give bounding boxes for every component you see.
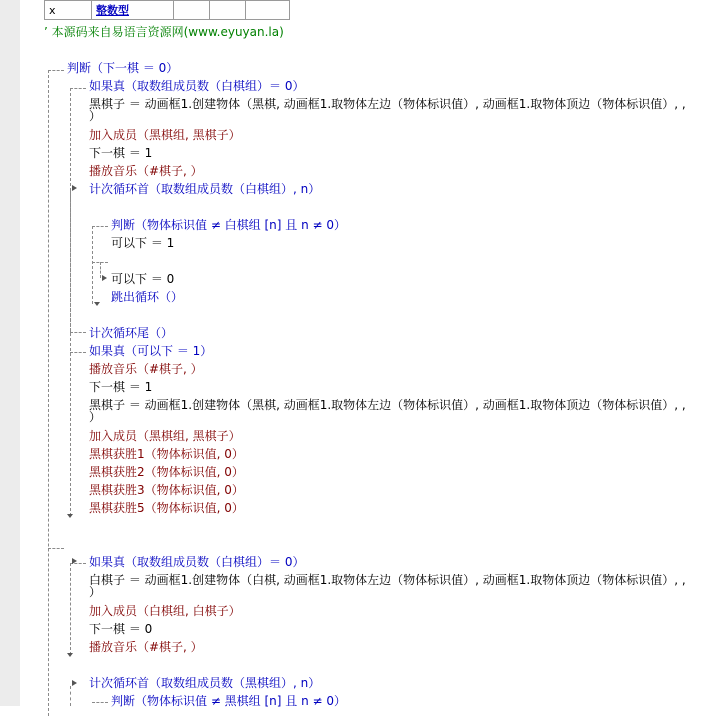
variable-table [44,0,290,20]
fold-gutter [20,0,40,706]
code-line-loop-start[interactable]: 计次循环首（取数组成员数（黑棋组）, n） [89,676,321,690]
code-line-if-true[interactable]: 如果真（取数组成员数（白棋组）＝ 0） [89,79,305,93]
code-line-close-paren[interactable]: ） [89,109,102,123]
guide-line [92,226,108,227]
code-line-assign[interactable]: 下一棋 ＝ 1 [89,380,153,394]
source-comment[interactable]: ’ 本源码来自易语言资源网(www.eyuyan.la) [44,25,284,39]
code-line-assign[interactable]: 下一棋 ＝ 0 [89,622,153,636]
code-line-assign[interactable]: 可以下 ＝ 1 [111,236,175,250]
code-line-create-black[interactable]: 黑棋子 ＝ 动画框1.创建物体（黑棋, 动画框1.取物体左边（物体标识值）, 动画框1.取物体顶边（物体标识值）, , [89,398,686,412]
guide-line [92,226,93,304]
guide-line [70,686,71,706]
code-line-close-paren[interactable]: ） [89,585,102,599]
var-empty-cell[interactable] [174,1,210,20]
code-line-loop-end[interactable]: 计次循环尾（） [89,326,174,340]
code-line-create-black[interactable]: 黑棋子 ＝ 动画框1.创建物体（黑棋, 动画框1.取物体左边（物体标识值）, 动画框1.取物体顶边（物体标识值）, , [89,97,686,111]
guide-line [70,332,86,333]
flow-arrow-icon [67,653,73,657]
code-line-assign[interactable]: 下一棋 ＝ 1 [89,146,153,160]
code-line-black-win[interactable]: 黑棋获胜1（物体标识值, 0） [89,447,244,461]
code-line-close-paren[interactable]: ） [89,410,102,424]
code-line-black-win[interactable]: 黑棋获胜5（物体标识值, 0） [89,501,244,515]
guide-line [70,563,71,655]
code-line-black-win[interactable]: 黑棋获胜3（物体标识值, 0） [89,483,244,497]
loop-arrow-icon [72,680,77,686]
code-line-loop-start[interactable]: 计次循环首（取数组成员数（白棋组）, n） [89,182,321,196]
var-empty-cell[interactable] [210,1,246,20]
line-gutter [0,0,20,706]
code-line-if-true[interactable]: 如果真（可以下 ＝ 1） [89,344,213,358]
code-line-add-member[interactable]: 加入成员（黑棋组, 黑棋子） [89,128,241,142]
guide-line [70,352,86,353]
var-type-cell[interactable]: 整数型 [92,1,174,20]
var-name-cell[interactable]: x [45,1,92,20]
guide-line [48,548,64,549]
branch-arrow-icon [72,558,77,564]
code-line-judge[interactable]: 判断（下一棋 ＝ 0） [67,61,179,75]
code-line-add-member[interactable]: 加入成员（黑棋组, 黑棋子） [89,429,241,443]
code-line-play-music[interactable]: 播放音乐（#棋子, ） [89,640,203,654]
branch-arrow-icon [102,275,107,281]
guide-line [70,190,71,332]
code-line-black-win[interactable]: 黑棋获胜2（物体标识值, 0） [89,465,244,479]
guide-line [92,702,108,703]
code-line-create-white[interactable]: 白棋子 ＝ 动画框1.创建物体（白棋, 动画框1.取物体左边（物体标识值）, 动画框1.取物体顶边（物体标识值）, , [89,573,686,587]
code-line-play-music[interactable]: 播放音乐（#棋子, ） [89,164,203,178]
var-empty-cell[interactable] [246,1,290,20]
code-line-judge[interactable]: 判断（物体标识值 ≠ 黑棋组 [n] 且 n ≠ 0） [111,694,347,708]
guide-line [100,262,101,278]
guide-line [48,70,64,71]
code-line-add-member[interactable]: 加入成员（白棋组, 白棋子） [89,604,241,618]
guide-line [70,88,86,89]
code-line-assign[interactable]: 可以下 ＝ 0 [111,272,175,286]
code-line-if-true[interactable]: 如果真（取数组成员数（白棋组）＝ 0） [89,555,305,569]
table-row [45,1,290,20]
code-line-play-music[interactable]: 播放音乐（#棋子, ） [89,362,203,376]
guide-line [92,262,108,263]
guide-line [48,70,49,716]
flow-arrow-icon [67,514,73,518]
code-line-break-loop[interactable]: 跳出循环（） [111,290,184,304]
code-line-judge[interactable]: 判断（物体标识值 ≠ 白棋组 [n] 且 n ≠ 0） [111,218,347,232]
flow-arrow-icon [94,302,100,306]
loop-arrow-icon [72,185,77,191]
